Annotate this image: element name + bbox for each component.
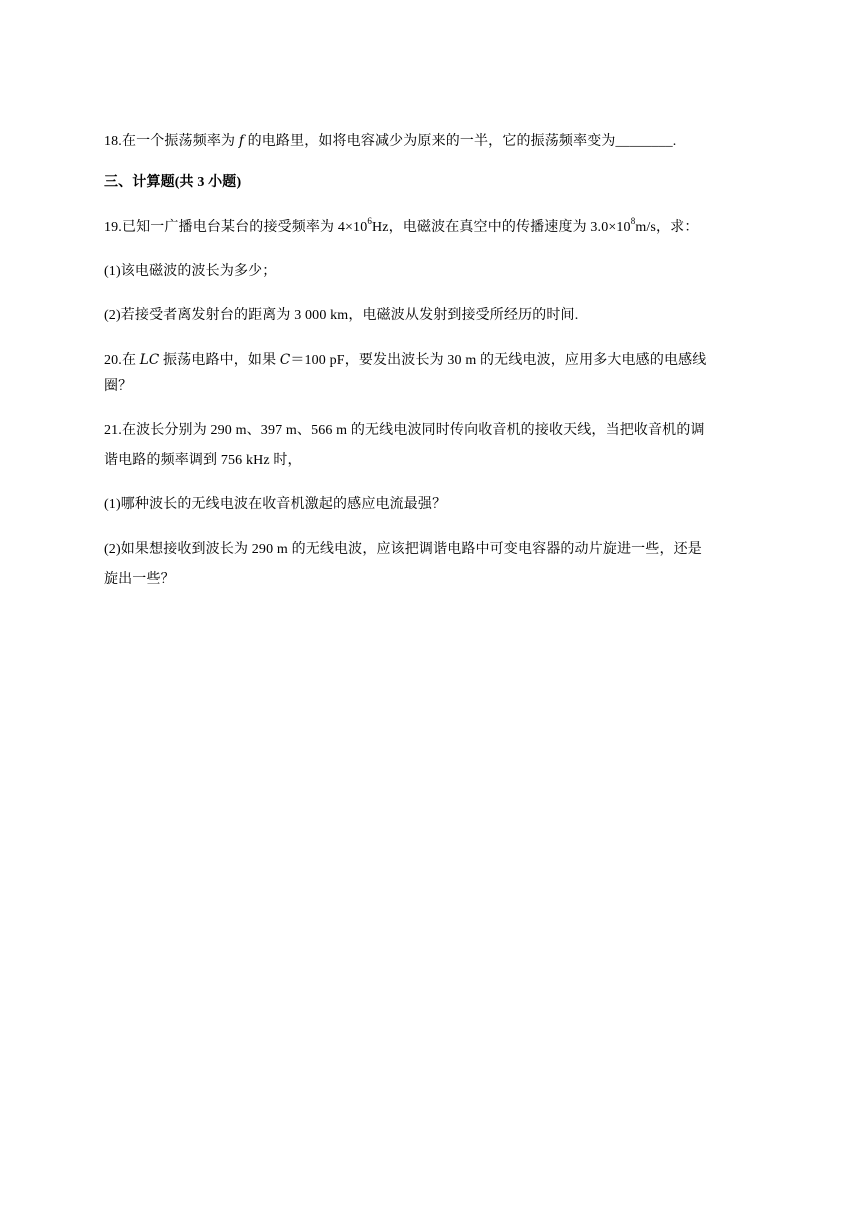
exponent: 8 xyxy=(630,216,636,227)
question-19-part-1: (1)该电磁波的波长为多少； xyxy=(104,264,277,279)
question-20 xyxy=(104,350,706,371)
question-number: 18. xyxy=(104,134,122,149)
question-20-continuation: 圈？ xyxy=(104,379,133,394)
question-text: 在一个振荡频率为 xyxy=(121,134,236,149)
question-21-part-2: (2)如果想接收到波长为 290 m 的无线电波，应该把调谐电路中可变电容器的动片旋进一些，还是 xyxy=(104,542,702,557)
question-18 xyxy=(104,131,676,152)
variable-f: f xyxy=(238,133,244,149)
question-21-continuation: 谐电路的频率调到 756 kHz 时， xyxy=(104,453,302,468)
question-text: 在 xyxy=(121,353,140,368)
variable-lc: LC xyxy=(139,352,160,368)
question-19 xyxy=(104,218,698,238)
question-21 xyxy=(104,421,705,441)
question-text: 的电路里，如将电容减少为原来的一半，它的振荡频率变为________. xyxy=(247,134,677,149)
question-text: 振荡电路中，如果 xyxy=(159,353,280,368)
question-21-part-1: (1)哪种波长的无线电波在收音机激起的感应电流最强？ xyxy=(104,497,447,512)
variable-c: C xyxy=(279,352,291,368)
question-number: 20. xyxy=(104,353,122,368)
exponent: 6 xyxy=(367,216,373,227)
question-text: m/s，求： xyxy=(635,220,699,235)
section-heading: 三、计算题(共 3 小题) xyxy=(104,175,242,190)
question-19-part-2: (2)若接受者离发射台的距离为 3 000 km，电磁波从发射到接受所经历的时间. xyxy=(104,308,579,323)
question-text: ＝100 pF，要发出波长为 30 m 的无线电波，应用多大电感的电感线 xyxy=(290,353,707,368)
question-21-part-2-continuation: 旋出一些？ xyxy=(104,572,175,587)
question-text: Hz，电磁波在真空中的传播速度为 3.0×10 xyxy=(372,220,631,235)
question-number: 19. xyxy=(104,220,122,235)
question-text: 在波长分别为 290 m、397 m、566 m 的无线电波同时传向收音机的接收天线，当把收音机的调 xyxy=(121,423,705,438)
question-number: 21. xyxy=(104,423,122,438)
question-text: 已知一广播电台某台的接受频率为 4×10 xyxy=(121,220,368,235)
